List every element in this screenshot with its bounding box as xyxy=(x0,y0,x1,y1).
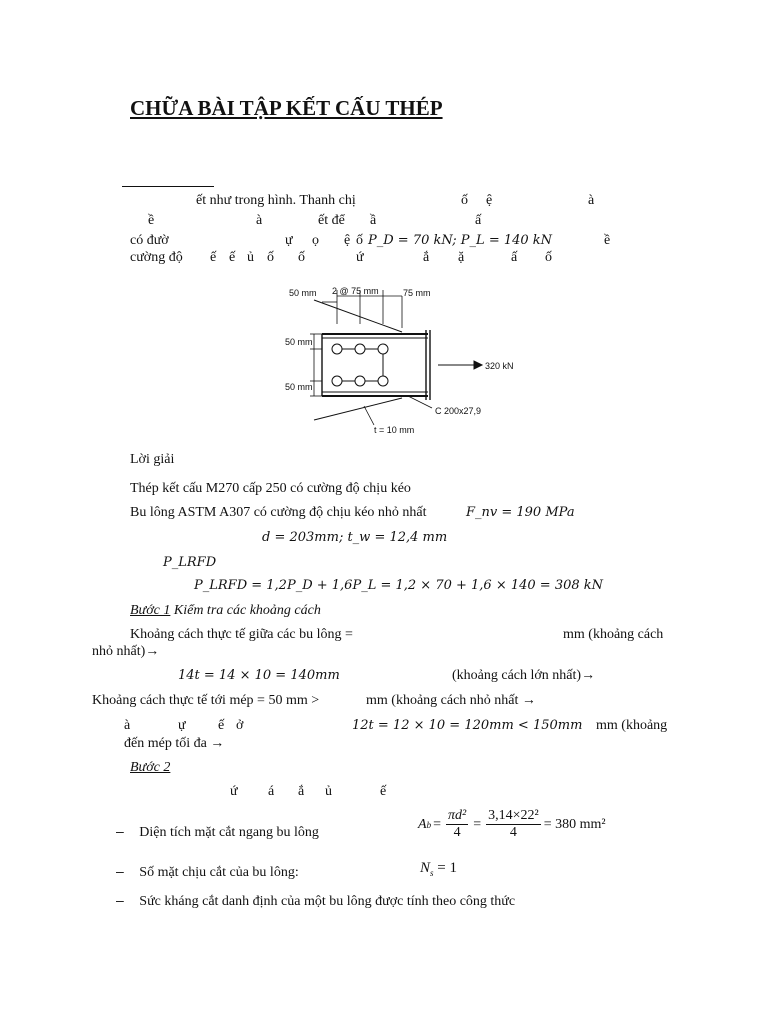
spacing-min-text-2: nhỏ nhất)→ xyxy=(92,644,160,659)
edge-fragment: ế xyxy=(218,718,225,733)
intro-loads-math: P_D = 70 kN; P_L = 140 kN xyxy=(368,233,553,248)
spacing-min-text: mm (khoảng cách xyxy=(563,627,664,642)
intro-fragment: ố xyxy=(545,250,552,265)
intro-fragment: ết để xyxy=(318,213,345,228)
edge-distance-text: Khoảng cách thực tế tới mép = 50 mm > xyxy=(92,693,320,708)
intro-fragment: à xyxy=(256,213,263,228)
bolt-strength-math: F_nv = 190 MPa xyxy=(466,505,575,520)
step2-fragment: ế xyxy=(380,784,387,799)
intro-fragment: ố xyxy=(461,193,468,208)
dim-pitch-label: 2 @ 75 mm xyxy=(332,286,379,296)
dims-math: d = 203mm; t_w = 12,4 mm xyxy=(262,530,448,545)
edge-fragment: ự xyxy=(178,718,186,733)
bullet-dash: – xyxy=(116,892,124,908)
intro-fragment: ự xyxy=(285,233,293,248)
intro-fragment: ặ xyxy=(458,250,465,265)
intro-fragment: ầ xyxy=(370,213,377,228)
area-symbol: A xyxy=(418,816,427,832)
intro-fragment: ủ xyxy=(247,250,254,265)
solution-heading: Lời giải xyxy=(130,452,175,467)
bolt-holes xyxy=(332,344,388,386)
edge-max-text-2: đến mép tối đa → xyxy=(124,736,225,751)
dim-end-label: 75 mm xyxy=(403,288,431,298)
page-title: CHỮA BÀI TẬP KẾT CẤU THÉP xyxy=(130,96,443,120)
intro-fragment: ế xyxy=(210,250,217,265)
area-subscript: b xyxy=(426,819,432,830)
dim-edge-label: 50 mm xyxy=(289,288,317,298)
step2-fragment: ứ xyxy=(230,784,238,799)
area-formula: A b = $\frac{\text{πd²}}{4}$ = $\frac{\text{3,14×22²}}{4}$ = 380 mm² xyxy=(418,808,606,840)
spacing-text: Khoảng cách thực tế giữa các bu lông = xyxy=(130,627,353,642)
intro-fragment: à xyxy=(588,193,595,208)
load-arrow xyxy=(438,361,482,369)
step2-fragment: á xyxy=(268,784,275,799)
step2-fragment: ủ xyxy=(325,784,332,799)
steel-text: Thép kết cấu M270 cấp 250 có cường độ chịu kéo xyxy=(130,481,411,496)
bullet-dash: – xyxy=(116,823,124,839)
step1-title: Kiểm tra các khoảng cách xyxy=(173,603,321,618)
blank-underline xyxy=(122,186,214,187)
intro-fragment: ọ xyxy=(312,233,319,248)
intro-line1: ết như trong hình. Thanh chị xyxy=(196,193,356,208)
intro-fragment: ệ xyxy=(344,233,351,248)
force-label: 320 kN xyxy=(485,361,514,371)
intro-fragment: ố xyxy=(356,233,363,248)
intro-fragment: ấ xyxy=(475,213,482,228)
bullet-nominal-shear: Sức kháng cắt danh định của một bu lông được tính theo công thức xyxy=(139,894,516,909)
max-spacing-math: 14t = 14 × 10 = 140mm xyxy=(178,668,340,683)
intro-fragment: ề xyxy=(604,233,611,248)
edge-fragment: ở xyxy=(236,718,244,733)
connection-figure xyxy=(280,282,514,440)
step2-fragment: ắ xyxy=(298,784,305,799)
thickness-label: t = 10 mm xyxy=(374,425,415,435)
bullet-shear-planes: Số mặt chịu cắt của bu lông: xyxy=(139,865,299,880)
intro-line3-start: có đườ xyxy=(130,233,169,248)
area-fraction-2: $\frac{\text{3,14×22²}}{4}$ xyxy=(488,808,539,840)
shear-planes-formula: $N_s = 1$ xyxy=(420,860,457,878)
dim-gauge-bottom-label: 50 mm xyxy=(285,382,313,392)
intro-fragment: ố xyxy=(267,250,274,265)
plrfd-equation: P_LRFD = 1,2P_D + 1,6P_L = 1,2 × 70 + 1,6 × 140 = 308 kN xyxy=(194,578,604,593)
edge-max-text: mm (khoảng xyxy=(596,718,668,733)
bullet-dash: – xyxy=(116,863,124,879)
intro-fragment: ề xyxy=(148,213,155,228)
edge-fragment: à xyxy=(124,718,131,733)
bolt-text: Bu lông ASTM A307 có cường độ chịu kéo nhỏ nhất xyxy=(130,505,427,520)
intro-fragment: ố xyxy=(298,250,305,265)
edge-max-math: 12t = 12 × 10 = 120mm < 150mm xyxy=(352,718,583,733)
max-spacing-text: (khoảng cách lớn nhất)→ xyxy=(452,668,596,683)
dim-gauge-top-label: 50 mm xyxy=(285,337,313,347)
leader-lines xyxy=(364,396,432,425)
step2-label: Bước 2 xyxy=(130,760,171,775)
channel-label: C 200x27,9 xyxy=(435,406,482,416)
channel-section xyxy=(322,330,430,400)
bullet-area: Diện tích mặt cắt ngang bu lông xyxy=(139,825,319,840)
edge-min-text: mm (khoảng cách nhỏ nhất → xyxy=(366,693,536,708)
plrfd-label: P_LRFD xyxy=(163,555,217,570)
gusset-plate xyxy=(314,300,402,420)
intro-fragment: ệ xyxy=(486,193,493,208)
step1-label: Bước 1 xyxy=(130,603,171,618)
intro-fragment: ế xyxy=(229,250,236,265)
intro-fragment: ứ xyxy=(356,250,364,265)
area-result: = 380 mm² xyxy=(543,816,606,832)
intro-line4-start: cường độ xyxy=(130,250,183,265)
intro-fragment: ấ xyxy=(511,250,518,265)
intro-fragment: ắ xyxy=(423,250,430,265)
area-fraction-1: $\frac{\text{πd²}}{4}$ xyxy=(447,808,467,840)
